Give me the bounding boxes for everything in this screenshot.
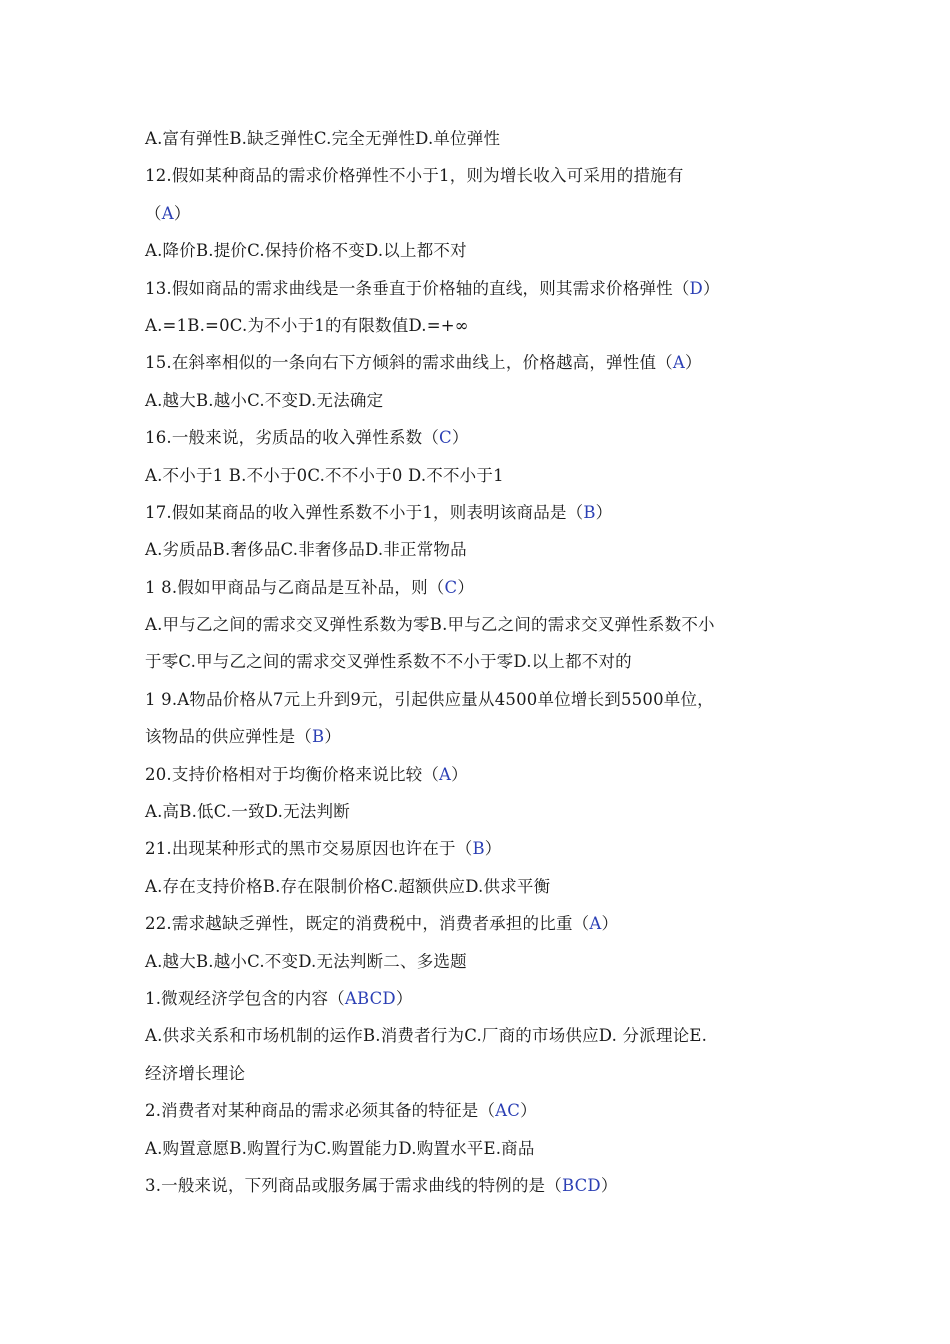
answer-text: A <box>589 914 602 934</box>
line-text: （ <box>145 203 162 223</box>
text-line <box>145 1167 805 1204</box>
line-text: 于零C.甲与乙之间的需求交叉弹性系数不不小于零D.以上都不对的 <box>145 652 632 672</box>
line-text: 15.在斜率相似的一条向右下方倾斜的需求曲线上，价格越高，弹性值（ <box>145 353 673 373</box>
text-line <box>145 1092 805 1129</box>
text-line <box>145 793 805 830</box>
answer-text: D <box>689 278 703 298</box>
line-suffix: ） <box>595 502 613 522</box>
line-suffix: ） <box>457 577 475 597</box>
line-text: 13.假如商品的需求曲线是一条垂直于价格轴的直线，则其需求价格弹性（ <box>145 278 690 298</box>
line-text: A.越大B.越小C.不变D.无法确定 <box>145 390 384 410</box>
line-text: A.存在支持价格B.存在限制价格C.超额供应D.供求平衡 <box>145 876 551 896</box>
text-line <box>145 157 805 194</box>
text-line <box>145 419 805 456</box>
line-suffix: ） <box>702 278 720 298</box>
line-text: A.购置意愿B.购置行为C.购置能力D.购置水平E.商品 <box>145 1138 535 1158</box>
answer-text: B <box>312 727 325 747</box>
line-suffix: ） <box>601 914 619 934</box>
text-line <box>145 756 805 793</box>
line-suffix: ） <box>600 1175 618 1195</box>
text-line <box>145 606 805 643</box>
line-text: A.供求关系和市场机制的运作B.消费者行为C.厂商的市场供应D. 分派理论E. <box>145 1026 708 1046</box>
line-text: A.越大B.越小C.不变D.无法判断二、多选题 <box>145 951 467 971</box>
line-text: A.甲与乙之间的需求交叉弹性系数为零B.甲与乙之间的需求交叉弹性系数不小 <box>145 615 715 635</box>
text-line <box>145 307 805 344</box>
line-suffix: ） <box>324 727 342 747</box>
text-line <box>145 830 805 867</box>
line-text: 该物品的供应弹性是（ <box>145 727 312 747</box>
text-line <box>145 943 805 980</box>
text-line <box>145 1017 805 1054</box>
line-text: A.不小于1 B.不小于0C.不不小于0 D.不不小于1 <box>145 465 504 485</box>
line-suffix: ） <box>451 428 469 448</box>
text-line <box>145 494 805 531</box>
text-line <box>145 718 805 755</box>
line-text: A.富有弹性B.缺乏弹性C.完全无弹性D.单位弹性 <box>145 129 501 148</box>
line-text: 经济增长理论 <box>145 1063 246 1083</box>
text-line <box>145 1055 805 1092</box>
line-text: 1 8.假如甲商品与乙商品是互补品，则（ <box>145 577 445 597</box>
text-line <box>145 868 805 905</box>
answer-text: A <box>672 353 685 373</box>
answer-text: ABCD <box>344 988 396 1008</box>
line-text: 17.假如某商品的收入弹性系数不小于1，则表明该商品是（ <box>145 502 584 522</box>
text-line <box>145 905 805 942</box>
line-text: 16.一般来说，劣质品的收入弹性系数（ <box>145 428 440 448</box>
line-text: 20.支持价格相对于均衡价格来说比较（ <box>145 764 440 784</box>
text-line <box>145 980 805 1017</box>
line-text: 22.需求越缺乏弹性，既定的消费税中，消费者承担的比重（ <box>145 914 590 934</box>
line-suffix: ） <box>173 203 191 223</box>
line-text: 2.消费者对某种商品的需求必须其备的特征是（ <box>145 1101 496 1121</box>
line-text: A.降价B.提价C.保持价格不变D.以上都不对 <box>145 241 467 261</box>
answer-text: C <box>439 428 452 448</box>
line-suffix: ） <box>520 1101 537 1121</box>
line-text: A.高B.低C.一致D.无法判断 <box>145 802 350 822</box>
line-text: 1.微观经济学包含的内容（ <box>145 988 345 1008</box>
line-suffix: ） <box>395 988 413 1008</box>
line-text: 1 9.A物品价格从7元上升到9元，引起供应量从4500单位增长到5500单位， <box>145 689 714 709</box>
text-body <box>145 120 805 1204</box>
line-text: A.劣质品B.奢侈品C.非奢侈品D.非正常物品 <box>145 540 467 560</box>
answer-text: B <box>472 839 485 859</box>
line-text: 12.假如某种商品的需求价格弹性不小于1，则为增长收入可采用的措施有 <box>145 166 684 186</box>
line-suffix: ） <box>684 353 702 373</box>
text-line <box>145 270 805 307</box>
answer-text: B <box>583 502 596 522</box>
text-line <box>145 232 805 269</box>
text-line <box>145 531 805 568</box>
line-text: 3.一般来说，下列商品或服务属于需求曲线的特例的是（ <box>145 1175 562 1195</box>
line-suffix: ） <box>484 839 502 859</box>
answer-text: BCD <box>561 1175 601 1195</box>
text-line <box>145 195 805 232</box>
text-line <box>145 344 805 381</box>
line-text: A.=1B.=0C.为不小于1的有限数值D.=+∞ <box>145 315 469 335</box>
line-text: 21.出现某种形式的黑市交易原因也许在于（ <box>145 839 473 859</box>
text-line <box>145 1130 805 1167</box>
line-suffix: ） <box>451 764 468 784</box>
answer-text: A <box>161 203 174 223</box>
text-line <box>145 120 805 157</box>
answer-text: AC <box>495 1101 521 1121</box>
answer-text: C <box>444 577 458 597</box>
text-line <box>145 382 805 419</box>
text-line <box>145 643 805 680</box>
text-line <box>145 681 805 718</box>
text-line <box>145 569 805 606</box>
answer-text: A <box>439 764 452 784</box>
text-line <box>145 457 805 494</box>
